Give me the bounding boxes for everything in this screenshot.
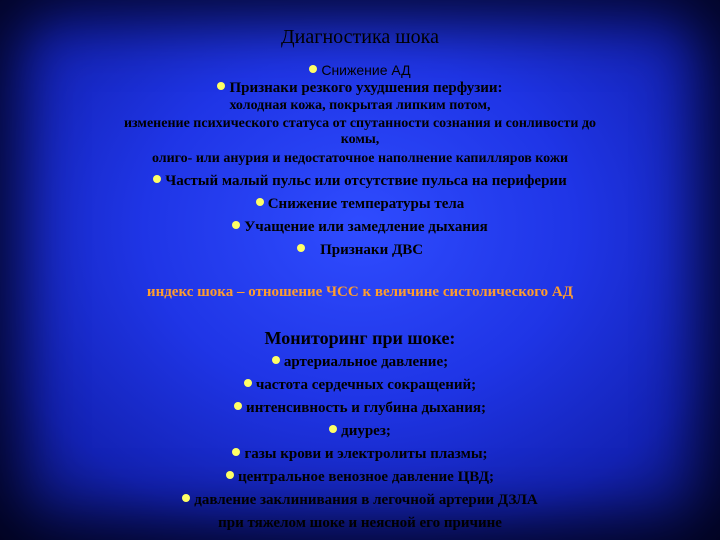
slide-title: Диагностика шока	[281, 26, 439, 48]
bullet-icon	[217, 82, 225, 90]
bullet-icon	[234, 402, 242, 410]
sign-perfusion-detail-2: изменение психического статуса от спутанности сознания и сонливости до	[123, 116, 597, 131]
sign-perfusion: Признаки резкого ухудшения перфузии:	[0, 80, 720, 97]
sign-perfusion-detail-1: холодная кожа, покрытая липким потом,	[229, 98, 491, 113]
monitoring-item-respiration: интенсивность и глубина дыхания;	[0, 400, 720, 417]
monitoring-item-bp: артериальное давление;	[0, 354, 720, 371]
monitoring-item-cvp: центральное венозное давление ЦВД;	[0, 469, 720, 486]
monitoring-item-hr: частота сердечных сокращений;	[0, 377, 720, 394]
bullet-icon	[226, 471, 234, 479]
bullet-icon	[232, 221, 240, 229]
monitoring-item-blood-gases: газы крови и электролиты плазмы;	[0, 446, 720, 463]
sign-temperature: Снижение температуры тела	[0, 196, 720, 213]
sign-pulse: Частый малый пульс или отсутствие пульса на периферии	[0, 173, 720, 190]
monitoring-item-pawp: давление заклинивания в легочной артерии ДЗЛА	[0, 492, 720, 509]
monitoring-item-diuresis: диурез;	[0, 423, 720, 440]
bullet-icon	[232, 448, 240, 456]
bullet-icon	[153, 175, 161, 183]
bullet-icon	[256, 198, 264, 206]
bullet-icon	[244, 379, 252, 387]
sign-perfusion-detail-3: комы,	[340, 132, 380, 147]
monitoring-item-pawp-note: при тяжелом шоке и неясной его причине	[218, 515, 502, 531]
monitoring-title: Мониторинг при шоке:	[264, 328, 456, 348]
bullet-icon	[272, 356, 280, 364]
bullet-icon	[182, 494, 190, 502]
bullet-icon	[329, 425, 337, 433]
sign-perfusion-detail-4: олиго- или анурия и недостаточное наполнение капилляров кожи	[151, 151, 569, 166]
sign-breathing: Учащение или замедление дыхания	[0, 219, 720, 236]
bullet-icon	[309, 65, 317, 73]
sign-dic: Признаки ДВС	[0, 242, 720, 259]
bullet-icon	[297, 244, 305, 252]
sign-bp-drop: Снижение АД	[0, 62, 720, 78]
shock-index-definition: индекс шока – отношение ЧСС к величине систолического АД	[146, 284, 574, 300]
